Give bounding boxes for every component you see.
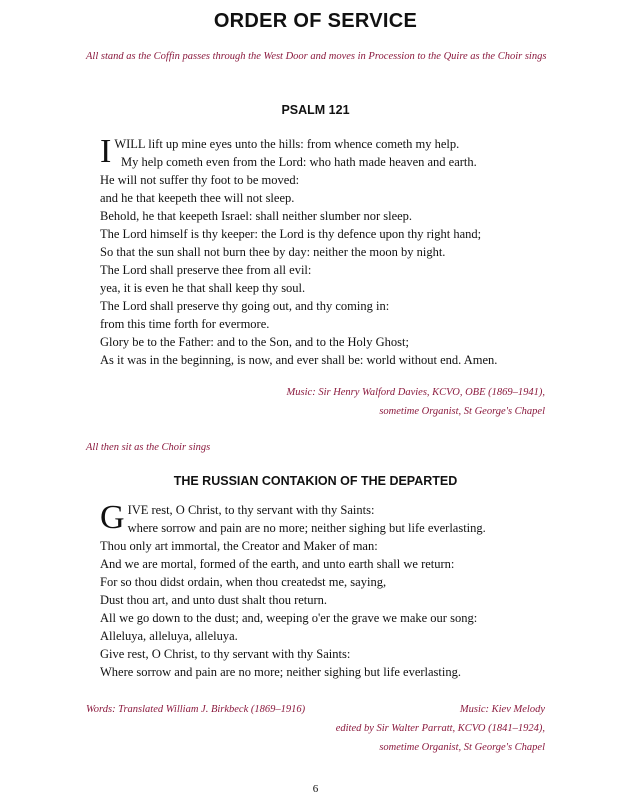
psalm-line: and he that keepeth thee will not sleep. — [100, 191, 295, 205]
contakion-credit-line: edited by Sir Walter Parratt, KCVO (1841–1924), — [335, 723, 545, 734]
contakion-line: Alleluya, alleluya, alleluya. — [100, 629, 238, 643]
psalm-line: yea, it is even he that shall keep thy soul. — [100, 281, 306, 295]
psalm-line: The Lord shall preserve thee from all evil: — [100, 263, 312, 277]
psalm-line: As it was in the beginning, is now, and ever shall be: world without end. Amen. — [100, 353, 498, 367]
psalm-line: WILL lift up mine eyes unto the hills: from whence cometh my help. — [114, 137, 460, 151]
psalm-music-credit — [287, 383, 545, 421]
contakion-line: Where sorrow and pain are no more; neither sighing but life everlasting. — [100, 665, 461, 679]
psalm-line: He will not suffer thy foot to be moved: — [100, 173, 300, 187]
psalm-line: The Lord himself is thy keeper: the Lord is thy defence upon thy right hand; — [100, 227, 482, 241]
contakion-line: For so thou didst ordain, when thou createdst me, saying, — [100, 575, 387, 589]
contakion-line: Thou only art immortal, the Creator and Maker of man: — [100, 539, 378, 553]
psalm-line: So that the sun shall not burn thee by day: neither the moon by night. — [100, 245, 446, 259]
contakion-line: Dust thou art, and unto dust shalt thou return. — [100, 593, 328, 607]
contakion-credit-line: Music: Kiev Melody — [459, 704, 545, 715]
psalm-line: Behold, he that keepeth Israel: shall neither slumber nor sleep. — [100, 209, 413, 223]
contakion-line: And we are mortal, formed of the earth, and unto earth shall we return: — [100, 557, 455, 571]
page-title: ORDER OF SERVICE — [213, 10, 418, 32]
contakion-line: Give rest, O Christ, to thy servant with thy Saints: — [100, 647, 351, 661]
contakion-line: IVE rest, O Christ, to thy servant with thy Saints: — [127, 503, 375, 517]
contakion-credit-line: sometime Organist, St George's Chapel — [379, 742, 545, 753]
contakion-line: where sorrow and pain are no more; neither sighing but life everlasting. — [127, 521, 486, 535]
psalm-credit-line: Music: Sir Henry Walford Davies, KCVO, OBE (1869–1941), — [286, 387, 545, 398]
psalm-line: The Lord shall preserve thy going out, and thy coming in: — [100, 299, 390, 313]
contakion-heading: THE RUSSIAN CONTAKION OF THE DEPARTED — [173, 474, 458, 488]
psalm-credit-line: sometime Organist, St George's Chapel — [379, 406, 545, 417]
psalm-dropcap: I — [100, 133, 112, 170]
psalm-line: My help cometh even from the Lord: who hath made heaven and earth. — [121, 155, 477, 169]
contakion-dropcap: G — [100, 499, 125, 536]
psalm-heading: PSALM 121 — [281, 103, 350, 117]
contakion-music-credit — [336, 700, 545, 757]
rubric-sit: All then sit as the Choir sings — [86, 442, 211, 453]
words-credit: Words: Translated William J. Birkbeck (1869–1916) — [86, 704, 306, 715]
rubric-procession: All stand as the Coffin passes through the West Door and moves in Procession to the Quire as the Choir sings — [86, 51, 547, 62]
psalm-text — [100, 135, 550, 369]
psalm-line: from this time forth for evermore. — [100, 317, 270, 331]
contakion-text — [100, 501, 550, 681]
psalm-line: Glory be to the Father: and to the Son, and to the Holy Ghost; — [100, 335, 409, 349]
contakion-line: All we go down to the dust; and, weeping o'er the grave we make our song: — [100, 611, 478, 625]
page-number: 6 — [312, 783, 319, 795]
